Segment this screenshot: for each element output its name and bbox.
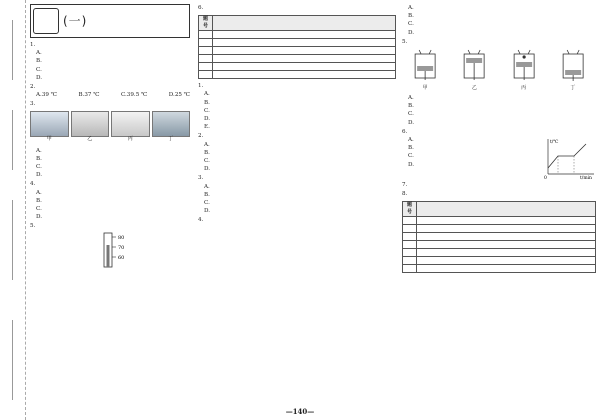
option-d: D. <box>408 161 415 168</box>
table-cell-number <box>199 71 213 79</box>
table-cell-text <box>213 39 396 47</box>
option-c: C.39.5 ℃ <box>120 92 148 99</box>
engine-label: 乙 <box>471 84 477 91</box>
photo-label: 甲 <box>46 136 52 143</box>
binding-line <box>12 200 13 280</box>
option-c: C. <box>204 107 210 114</box>
option-d: D. <box>204 208 211 215</box>
binding-line <box>12 110 13 170</box>
photo-4 <box>152 111 191 143</box>
column-1 <box>30 4 190 402</box>
table-row <box>199 47 396 55</box>
binding-line <box>12 320 13 400</box>
option-d: D. <box>36 214 43 221</box>
table-header-analysis <box>417 202 596 217</box>
table-row <box>403 217 596 225</box>
table-cell-number <box>403 241 417 249</box>
question-3 <box>198 174 396 215</box>
option-d: D. <box>204 116 211 123</box>
question-4-continued <box>402 4 596 37</box>
option-a: A. <box>36 147 42 154</box>
option-c: C. <box>408 153 414 160</box>
table-cell-number <box>199 39 213 47</box>
question-stem: 6. <box>198 5 204 11</box>
table-cell-text <box>417 217 596 225</box>
page-number: —140— <box>285 407 315 416</box>
option-c: C. <box>204 200 210 207</box>
option-a: A.39 ℃ <box>36 92 57 99</box>
volume-number: (一) <box>63 13 88 28</box>
option-a: A. <box>408 5 414 11</box>
option-a: A. <box>204 91 210 98</box>
option-d: D. <box>408 119 415 126</box>
thermo-tick-label: 80 <box>118 234 125 241</box>
option-c: C. <box>36 164 42 171</box>
question-stem: 6. <box>402 128 408 135</box>
option-a: A. <box>36 189 42 196</box>
engine-stroke-diagrams <box>402 48 596 91</box>
option-a: A. <box>408 95 414 102</box>
option-d: D. <box>36 74 43 81</box>
engine-diagram-4 <box>550 48 596 91</box>
question-stem: 4. <box>30 181 36 188</box>
question-stem: 1. <box>198 83 204 90</box>
question-8 <box>402 190 596 198</box>
thermo-tick-label: 60 <box>118 254 125 261</box>
column-3 <box>402 4 596 402</box>
table-cell-number <box>403 265 417 273</box>
graph-origin: 0 <box>544 176 547 181</box>
table-cell-text <box>417 257 596 265</box>
temperature-time-graph <box>540 136 596 180</box>
engine-label: 丁 <box>570 84 576 91</box>
page-header <box>30 4 190 38</box>
photo-3 <box>111 111 150 143</box>
table-row <box>199 55 396 63</box>
option-c: C. <box>408 111 414 118</box>
option-a: A. <box>36 50 42 57</box>
table-cell-text <box>213 63 396 71</box>
option-c: C. <box>204 158 210 165</box>
table-cell-text <box>213 47 396 55</box>
engine-diagram-3 <box>501 48 547 91</box>
option-b: B. <box>204 99 210 106</box>
thermometer-diagram <box>90 231 130 269</box>
question-stem: 8. <box>402 191 408 198</box>
table-cell-text <box>417 265 596 273</box>
table-header-number: 题号 <box>403 202 417 217</box>
option-c: C. <box>408 21 414 28</box>
question-5 <box>30 222 190 271</box>
photo-2 <box>71 111 110 143</box>
table-row <box>403 233 596 241</box>
option-a: A. <box>408 137 414 144</box>
brand-logo <box>33 8 59 34</box>
photo-label: 丁 <box>168 136 174 143</box>
table-cell-number <box>199 47 213 55</box>
option-b: B. <box>204 191 210 198</box>
table-row <box>403 249 596 257</box>
option-b: B. <box>36 58 42 65</box>
table-cell-text <box>417 249 596 257</box>
photo-strip <box>30 111 190 143</box>
question-stem: 3. <box>30 101 36 108</box>
options-row <box>30 91 190 99</box>
table-cell-number <box>403 249 417 257</box>
question-stem: 4. <box>198 217 204 224</box>
engine-label: 甲 <box>422 84 428 91</box>
table-cell-number <box>199 31 213 39</box>
table-row <box>403 225 596 233</box>
page-title <box>63 13 187 28</box>
question-stem: 5. <box>402 38 408 45</box>
binding-margin <box>0 0 26 420</box>
option-b: B. <box>36 155 42 162</box>
table-cell-number <box>199 63 213 71</box>
question-1 <box>30 41 190 82</box>
table-cell-text <box>417 233 596 241</box>
column-2 <box>198 4 396 402</box>
table-row <box>199 31 396 39</box>
option-c: C. <box>36 66 42 73</box>
photo-label: 乙 <box>87 136 93 143</box>
graph-y-label: t/℃ <box>550 140 559 146</box>
question-2 <box>30 83 190 99</box>
question-6 <box>402 128 596 180</box>
option-d: D. <box>408 29 415 36</box>
question-stem: 1. <box>30 42 36 48</box>
option-a: A. <box>204 141 210 148</box>
question-3 <box>30 100 190 179</box>
graph-x-label: t/min <box>580 176 592 181</box>
option-b: B. <box>408 145 414 152</box>
question-stem: 2. <box>198 133 204 140</box>
photo-1 <box>30 111 69 143</box>
engine-label: 丙 <box>521 84 527 91</box>
question-4 <box>198 216 396 224</box>
option-c: C. <box>36 206 42 213</box>
table-cell-text <box>417 241 596 249</box>
table-row <box>199 39 396 47</box>
table-cell-number <box>403 257 417 265</box>
table-cell-text <box>213 31 396 39</box>
table-row <box>199 71 396 79</box>
option-d: D.25 ℃ <box>168 92 190 99</box>
engine-diagram-1 <box>402 48 448 91</box>
option-b: B.37 ℃ <box>78 92 100 99</box>
option-a: A. <box>204 183 210 190</box>
engine-diagram-2 <box>451 48 497 91</box>
option-b: B. <box>204 149 210 156</box>
table-cell-number <box>199 55 213 63</box>
question-6 <box>198 4 396 12</box>
table-cell-number <box>403 233 417 241</box>
table-header-number: 题号 <box>199 16 213 31</box>
question-2 <box>198 132 396 173</box>
option-d: D. <box>36 172 43 179</box>
photo-label: 丙 <box>127 136 133 143</box>
option-b: B. <box>408 103 414 110</box>
table-cell-number <box>403 225 417 233</box>
question-stem: 2. <box>30 84 36 91</box>
table-row <box>403 257 596 265</box>
table-cell-text <box>213 55 396 63</box>
table-cell-number <box>403 217 417 225</box>
question-4 <box>30 180 190 221</box>
table-cell-text <box>417 225 596 233</box>
error-analysis-table-1 <box>198 15 396 79</box>
question-7 <box>402 181 596 189</box>
question-1 <box>198 82 396 131</box>
question-stem: 7. <box>402 182 408 189</box>
table-row <box>403 265 596 273</box>
option-d: D. <box>204 166 211 173</box>
question-stem: 3. <box>198 175 204 182</box>
table-row <box>199 63 396 71</box>
option-b: B. <box>408 13 414 20</box>
table-header-analysis <box>213 16 396 31</box>
question-5 <box>402 38 596 127</box>
table-cell-text <box>213 71 396 79</box>
option-e: E. <box>204 124 210 131</box>
thermo-tick-label: 70 <box>118 244 125 251</box>
question-stem: 5. <box>30 223 36 230</box>
table-row <box>403 241 596 249</box>
binding-line <box>12 20 13 80</box>
option-b: B. <box>36 197 42 204</box>
error-analysis-table-2 <box>402 201 596 273</box>
